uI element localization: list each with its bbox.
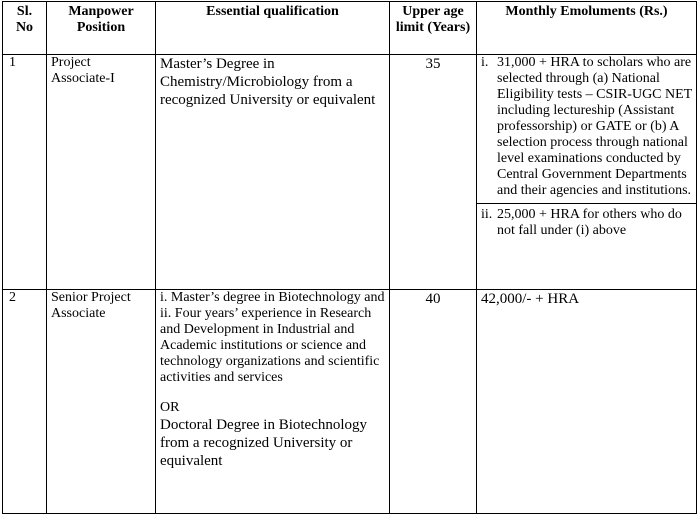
header-row — [3, 2, 697, 55]
row-1-age: 35 — [390, 55, 477, 290]
qualification-part-1: i. Master’s degree in Biotechnology and — [160, 290, 385, 305]
qualification-part-2: ii. Four years’ experience in Research and Development in Industrial and Academic institutions or science and technology organizations and scientific activities and services — [160, 306, 380, 385]
emolument-text: 31,000 + HRA to scholars who are selected through (a) National Eligibility tests – CSIR-UGC NET including lectureship (Assistant professorship) or GATE or (b) A selection process through national level examinations conducted by Central Government Departments and their agencies and institutions. — [497, 55, 692, 198]
row-2-position: Senior Project Associate — [47, 290, 156, 514]
row-1-position: Project Associate-I — [47, 55, 156, 290]
qualification-or: OR — [160, 400, 180, 415]
row-1-qualification: Master’s Degree in Chemistry/Microbiology from a recognized University or equivalent — [156, 55, 390, 290]
header-position: Manpower Position — [47, 2, 156, 55]
qualification-part-3: Doctoral Degree in Biotechnology from a recognized University or equivalent — [160, 417, 368, 469]
header-emoluments: Monthly Emoluments (Rs.) — [477, 2, 697, 55]
header-age-limit: Upper age limit (Years) — [390, 2, 477, 55]
row-1-sl: 1 — [3, 55, 47, 290]
row-2-emoluments: 42,000/- + HRA — [477, 290, 697, 514]
header-qualification: Essential qualification — [156, 2, 390, 55]
emolument-num: i. — [481, 55, 489, 70]
emolument-item-ii — [477, 203, 696, 239]
manpower-table — [2, 1, 697, 514]
header-sl-no: Sl. No — [3, 2, 47, 55]
row-1-emoluments — [477, 55, 697, 290]
row-2-age: 40 — [390, 290, 477, 514]
emolument-item-i — [481, 55, 692, 199]
table-row — [3, 55, 697, 290]
emolument-num: ii. — [481, 207, 493, 222]
row-2-qualification — [156, 290, 390, 514]
emolument-text: 25,000 + HRA for others who do not fall under (i) above — [497, 207, 682, 238]
table-row — [3, 290, 697, 514]
row-2-sl: 2 — [3, 290, 47, 514]
